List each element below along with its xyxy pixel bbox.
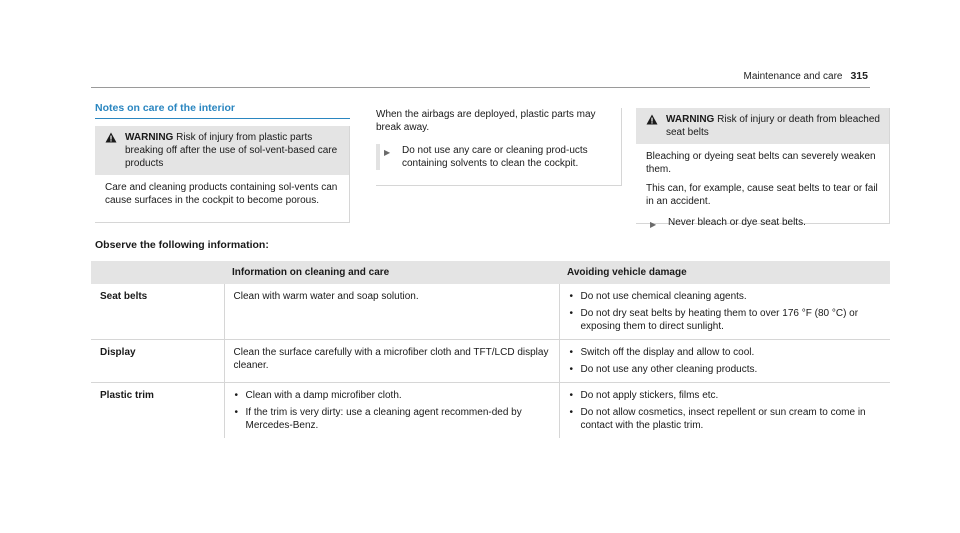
warning-body-text: This can, for example, cause seat belts to tear or fail in an accident. bbox=[646, 183, 878, 207]
warning-label: WARNING bbox=[666, 114, 715, 125]
running-header bbox=[744, 70, 869, 82]
care-list bbox=[234, 389, 551, 432]
section-rule bbox=[95, 118, 350, 119]
page-number: 315 bbox=[850, 70, 868, 82]
warning-body-text: Bleaching or dyeing seat belts can severely weaken them. bbox=[646, 151, 876, 175]
avoid-list bbox=[569, 290, 883, 333]
list-item: • Do not dry seat belts by heating them to over 176 °F (80 °C) or exposing them to direct sunlight. bbox=[569, 307, 883, 333]
warning-message: Risk of injury from plastic parts breaking off after the use of sol-vent-based care products bbox=[125, 132, 338, 169]
care-text: Clean with warm water and soap solution. bbox=[233, 291, 419, 302]
table-row bbox=[91, 340, 890, 383]
care-cell bbox=[224, 340, 559, 383]
warning-triangle-icon bbox=[646, 114, 658, 125]
row-item: Display bbox=[91, 340, 224, 383]
warning-header bbox=[636, 108, 889, 144]
care-table bbox=[91, 261, 890, 438]
table-header-blank bbox=[91, 261, 224, 284]
avoid-cell bbox=[559, 383, 890, 439]
list-item: • If the trim is very dirty: use a cleaning agent recommen-ded by Mercedes-Benz. bbox=[234, 406, 551, 432]
warning-body bbox=[95, 175, 349, 215]
warning-box-seat-belts bbox=[636, 108, 890, 229]
care-text: Clean the surface carefully with a microfiber cloth and TFT/LCD display cleaner. bbox=[233, 347, 549, 371]
table-row bbox=[91, 383, 890, 439]
step-arrow-icon: ▶ bbox=[384, 148, 391, 157]
observe-heading: Observe the following information: bbox=[95, 239, 269, 251]
warning-body-text: Care and cleaning products containing sol-vents can cause surfaces in the cockpit to become porous. bbox=[105, 182, 338, 206]
care-cell bbox=[224, 284, 559, 340]
section-title: Notes on care of the interior bbox=[95, 102, 236, 114]
airbag-note bbox=[376, 108, 622, 186]
header-rule bbox=[91, 87, 870, 88]
warning-box-plastic-parts bbox=[95, 126, 350, 223]
table-header-care: Information on cleaning and care bbox=[224, 261, 559, 284]
warning-triangle-icon bbox=[105, 132, 117, 143]
airbag-note-text: When the airbags are deployed, plastic parts may break away. bbox=[376, 109, 596, 133]
warning-text bbox=[666, 113, 881, 139]
list-item: • Switch off the display and allow to cool. bbox=[569, 346, 883, 359]
instruction-text: Do not use any care or cleaning prod-ucts containing solvents to clean the cockpit. bbox=[402, 145, 588, 169]
warning-header bbox=[95, 126, 349, 175]
step-arrow-icon: ▶ bbox=[650, 220, 657, 229]
avoid-list bbox=[569, 389, 883, 432]
warning-label: WARNING bbox=[125, 132, 174, 143]
instruction-text: Never bleach or dye seat belts. bbox=[668, 217, 806, 228]
list-item: • Clean with a damp microfiber cloth. bbox=[234, 389, 551, 402]
list-item: • Do not use chemical cleaning agents. bbox=[569, 290, 883, 303]
warning-message: Risk of injury or death from bleached seat belts bbox=[666, 114, 880, 138]
table-row bbox=[91, 284, 890, 340]
list-item: • Do not apply stickers, films etc. bbox=[569, 389, 883, 402]
warning-text bbox=[125, 131, 341, 170]
table-header-row bbox=[91, 261, 890, 284]
avoid-cell bbox=[559, 340, 890, 383]
avoid-cell bbox=[559, 284, 890, 340]
table-header-avoid: Avoiding vehicle damage bbox=[559, 261, 890, 284]
warning-body bbox=[636, 144, 889, 239]
avoid-list bbox=[569, 346, 883, 376]
list-item: • Do not allow cosmetics, insect repellent or sun cream to come in contact with the plastic trim. bbox=[569, 406, 883, 432]
list-item: • Do not use any other cleaning products. bbox=[569, 363, 883, 376]
header-section: Maintenance and care bbox=[743, 71, 843, 82]
row-item: Plastic trim bbox=[100, 390, 154, 401]
row-item: Seat belts bbox=[91, 284, 224, 340]
instruction-step bbox=[646, 216, 881, 231]
instruction-step bbox=[376, 144, 621, 170]
care-cell bbox=[224, 383, 559, 439]
